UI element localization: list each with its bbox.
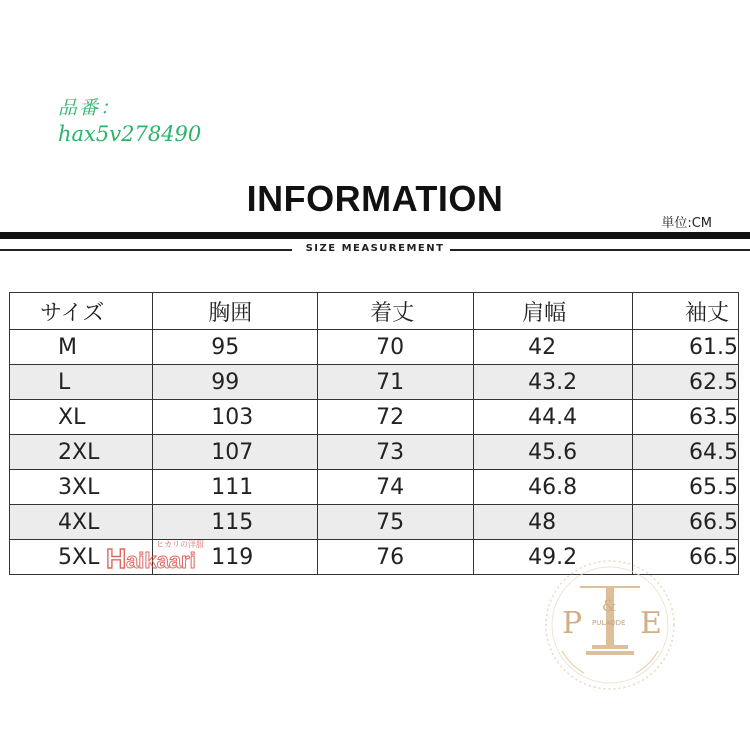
- table-cell: 103: [153, 400, 318, 435]
- table-cell: 61.5: [633, 330, 739, 365]
- table-cell: 76: [318, 540, 474, 575]
- table-cell: 2XL: [10, 435, 153, 470]
- table-cell: 107: [153, 435, 318, 470]
- svg-text:H: H: [106, 543, 127, 574]
- table-row: [10, 435, 739, 470]
- brand-logo-watermark: [540, 555, 680, 695]
- table-cell: 62.5: [633, 365, 739, 400]
- table-cell: 64.5: [633, 435, 739, 470]
- table-cell: 66.5: [633, 505, 739, 540]
- table-cell: XL: [10, 400, 153, 435]
- svg-text:E: E: [640, 606, 662, 641]
- table-row: [10, 330, 739, 365]
- table-cell: 99: [153, 365, 318, 400]
- unit-label: 単位:CM: [661, 216, 712, 231]
- table-cell: 74: [318, 470, 474, 505]
- svg-text:aikaari: aikaari: [126, 548, 196, 573]
- table-row: [10, 470, 739, 505]
- table-header-row: [10, 293, 739, 330]
- product-code-value: hax5v278490: [58, 122, 202, 146]
- header-divider-thick: [0, 232, 750, 239]
- table-cell: 119: [153, 540, 318, 575]
- table-cell: 43.2: [474, 365, 633, 400]
- column-header: サイズ: [10, 293, 153, 330]
- table-cell: L: [10, 365, 153, 400]
- table-row: [10, 505, 739, 540]
- size-table: [9, 292, 739, 575]
- table-cell: 70: [318, 330, 474, 365]
- table-cell: 95: [153, 330, 318, 365]
- table-cell: 73: [318, 435, 474, 470]
- table-cell: 5XL: [10, 540, 153, 575]
- table-cell: 115: [153, 505, 318, 540]
- table-cell: 48: [474, 505, 633, 540]
- svg-text:PULAODE: PULAODE: [592, 619, 626, 627]
- table-cell: 42: [474, 330, 633, 365]
- column-header: 胸囲: [153, 293, 318, 330]
- table-cell: 66.5: [633, 540, 739, 575]
- table-cell: 71: [318, 365, 474, 400]
- product-code-label: 品番：: [58, 97, 122, 119]
- table-cell: 4XL: [10, 505, 153, 540]
- column-header: 着丈: [318, 293, 474, 330]
- table-cell: M: [10, 330, 153, 365]
- table-row: [10, 400, 739, 435]
- table-cell: 44.4: [474, 400, 633, 435]
- svg-text:P: P: [562, 606, 583, 641]
- store-watermark: [104, 538, 224, 574]
- svg-text:&: &: [602, 596, 617, 615]
- table-cell: 49.2: [474, 540, 633, 575]
- table-cell: 72: [318, 400, 474, 435]
- table-cell: 46.8: [474, 470, 633, 505]
- table-row: [10, 365, 739, 400]
- product-code-block: [58, 96, 201, 148]
- section-subtitle: SIZE MEASUREMENT: [305, 243, 445, 254]
- table-cell: 65.5: [633, 470, 739, 505]
- column-header: 袖丈: [633, 293, 739, 330]
- column-header: 肩幅: [474, 293, 633, 330]
- table-cell: 45.6: [474, 435, 633, 470]
- svg-text:ヒカリの洋服: ヒカリの洋服: [156, 540, 204, 549]
- page-title: INFORMATION: [246, 178, 504, 219]
- table-cell: 75: [318, 505, 474, 540]
- table-cell: 111: [153, 470, 318, 505]
- table-cell: 63.5: [633, 400, 739, 435]
- table-cell: 3XL: [10, 470, 153, 505]
